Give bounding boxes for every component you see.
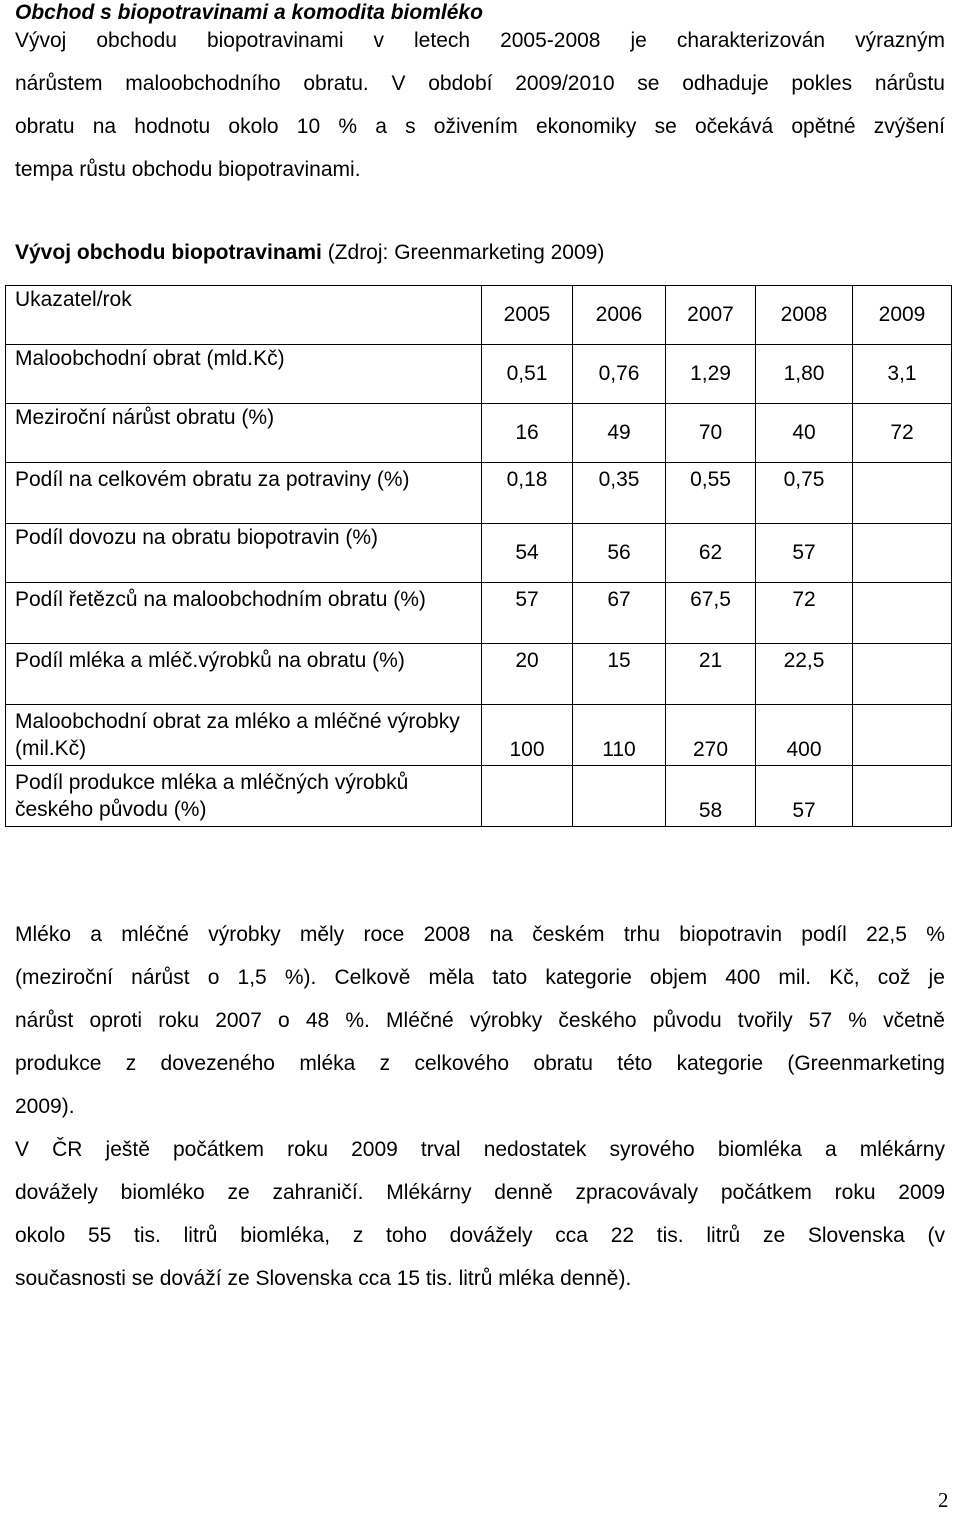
- cell-value: 56: [573, 524, 666, 583]
- header-year: 2006: [573, 286, 666, 345]
- cell-value: 57: [756, 766, 853, 827]
- cell-value: [573, 766, 666, 827]
- cell-value: 20: [482, 644, 573, 705]
- cell-value: 0,55: [666, 463, 756, 524]
- page-number: 2: [938, 1488, 949, 1512]
- table-row: [6, 644, 952, 705]
- biomilk-line: dovážely biomléko ze zahraničí. Mlékárny denně zpracovávaly počátkem roku 2009: [15, 1181, 945, 1204]
- cell-value: [482, 766, 573, 827]
- table-header-row: [6, 286, 952, 345]
- header-year: 2009: [853, 286, 952, 345]
- cell-value: 16: [482, 404, 573, 463]
- intro-line: tempa růstu obchodu biopotravinami.: [15, 158, 361, 181]
- row-label: Podíl řetězců na maloobchodním obratu (%): [6, 583, 482, 644]
- cell-value: [853, 705, 952, 766]
- cell-value: [853, 524, 952, 583]
- header-year: 2005: [482, 286, 573, 345]
- row-label: Maloobchodní obrat (mld.Kč): [6, 345, 482, 404]
- table-row: [6, 404, 952, 463]
- header-year: 2007: [666, 286, 756, 345]
- dairy-line: (meziroční nárůst o 1,5 %). Celkově měla tato kategorie objem 400 mil. Kč, což je: [15, 966, 945, 989]
- cell-value: 40: [756, 404, 853, 463]
- cell-value: 67,5: [666, 583, 756, 644]
- dairy-line: Mléko a mléčné výrobky měly roce 2008 na českém trhu biopotravin podíl 22,5 %: [15, 923, 945, 946]
- table-caption-title: Vývoj obchodu biopotravinami: [15, 241, 322, 264]
- cell-value: 15: [573, 644, 666, 705]
- table-row: [6, 705, 952, 766]
- row-label: Meziroční nárůst obratu (%): [6, 404, 482, 463]
- row-label: Podíl dovozu na obratu biopotravin (%): [6, 524, 482, 583]
- table-row: [6, 463, 952, 524]
- cell-value: 57: [482, 583, 573, 644]
- intro-line: Vývoj obchodu biopotravinami v letech 2005-2008 je charakterizován výrazným: [15, 29, 945, 52]
- cell-value: 0,18: [482, 463, 573, 524]
- dairy-line: 2009).: [15, 1095, 75, 1118]
- data-table: [5, 285, 952, 827]
- cell-value: 21: [666, 644, 756, 705]
- cell-value: 72: [853, 404, 952, 463]
- table-row: [6, 524, 952, 583]
- cell-value: 0,51: [482, 345, 573, 404]
- cell-value: 1,80: [756, 345, 853, 404]
- cell-value: [853, 583, 952, 644]
- cell-value: 62: [666, 524, 756, 583]
- biomilk-line: okolo 55 tis. litrů biomléka, z toho dovážely cca 22 tis. litrů ze Slovenska (v: [15, 1224, 945, 1247]
- cell-value: 22,5: [756, 644, 853, 705]
- header-label: Ukazatel/rok: [6, 286, 482, 345]
- cell-value: 49: [573, 404, 666, 463]
- table-caption: [15, 238, 604, 268]
- cell-value: 3,1: [853, 345, 952, 404]
- cell-value: 58: [666, 766, 756, 827]
- dairy-line: nárůst oproti roku 2007 o 48 %. Mléčné výrobky českého původu tvořily 57 % včetně: [15, 1009, 945, 1032]
- cell-value: 67: [573, 583, 666, 644]
- table-row: [6, 766, 952, 827]
- section-heading: Obchod s biopotravinami a komodita biomléko: [15, 1, 483, 24]
- cell-value: 100: [482, 705, 573, 766]
- cell-value: 0,35: [573, 463, 666, 524]
- cell-value: 0,76: [573, 345, 666, 404]
- row-label: Maloobchodní obrat za mléko a mléčné výrobky (mil.Kč): [6, 705, 482, 766]
- table-row: [6, 583, 952, 644]
- cell-value: [853, 644, 952, 705]
- row-label: Podíl mléka a mléč.výrobků na obratu (%): [6, 644, 482, 705]
- biomilk-line: současnosti se dováží ze Slovenska cca 15 tis. litrů mléka denně).: [15, 1267, 632, 1290]
- intro-paragraph: [15, 19, 945, 191]
- biomilk-line: V ČR ještě počátkem roku 2009 trval nedostatek syrového biomléka a mlékárny: [15, 1138, 945, 1161]
- cell-value: 57: [756, 524, 853, 583]
- cell-value: 72: [756, 583, 853, 644]
- header-year: 2008: [756, 286, 853, 345]
- biomilk-paragraph: [15, 1128, 945, 1300]
- cell-value: 0,75: [756, 463, 853, 524]
- table-row: [6, 345, 952, 404]
- cell-value: 270: [666, 705, 756, 766]
- cell-value: 54: [482, 524, 573, 583]
- cell-value: 1,29: [666, 345, 756, 404]
- dairy-paragraph: [15, 913, 945, 1128]
- cell-value: 400: [756, 705, 853, 766]
- table-caption-source: (Zdroj: Greenmarketing 2009): [321, 241, 605, 264]
- cell-value: [853, 766, 952, 827]
- intro-line: obratu na hodnotu okolo 10 % a s oživením ekonomiky se očekává opětné zvýšení: [15, 115, 945, 138]
- row-label: Podíl na celkovém obratu za potraviny (%): [6, 463, 482, 524]
- dairy-line: produkce z dovezeného mléka z celkového obratu této kategorie (Greenmarketing: [15, 1052, 945, 1075]
- cell-value: [853, 463, 952, 524]
- row-label: Podíl produkce mléka a mléčných výrobků českého původu (%): [6, 766, 482, 827]
- intro-line: nárůstem maloobchodního obratu. V období 2009/2010 se odhaduje pokles nárůstu: [15, 72, 945, 95]
- cell-value: 70: [666, 404, 756, 463]
- cell-value: 110: [573, 705, 666, 766]
